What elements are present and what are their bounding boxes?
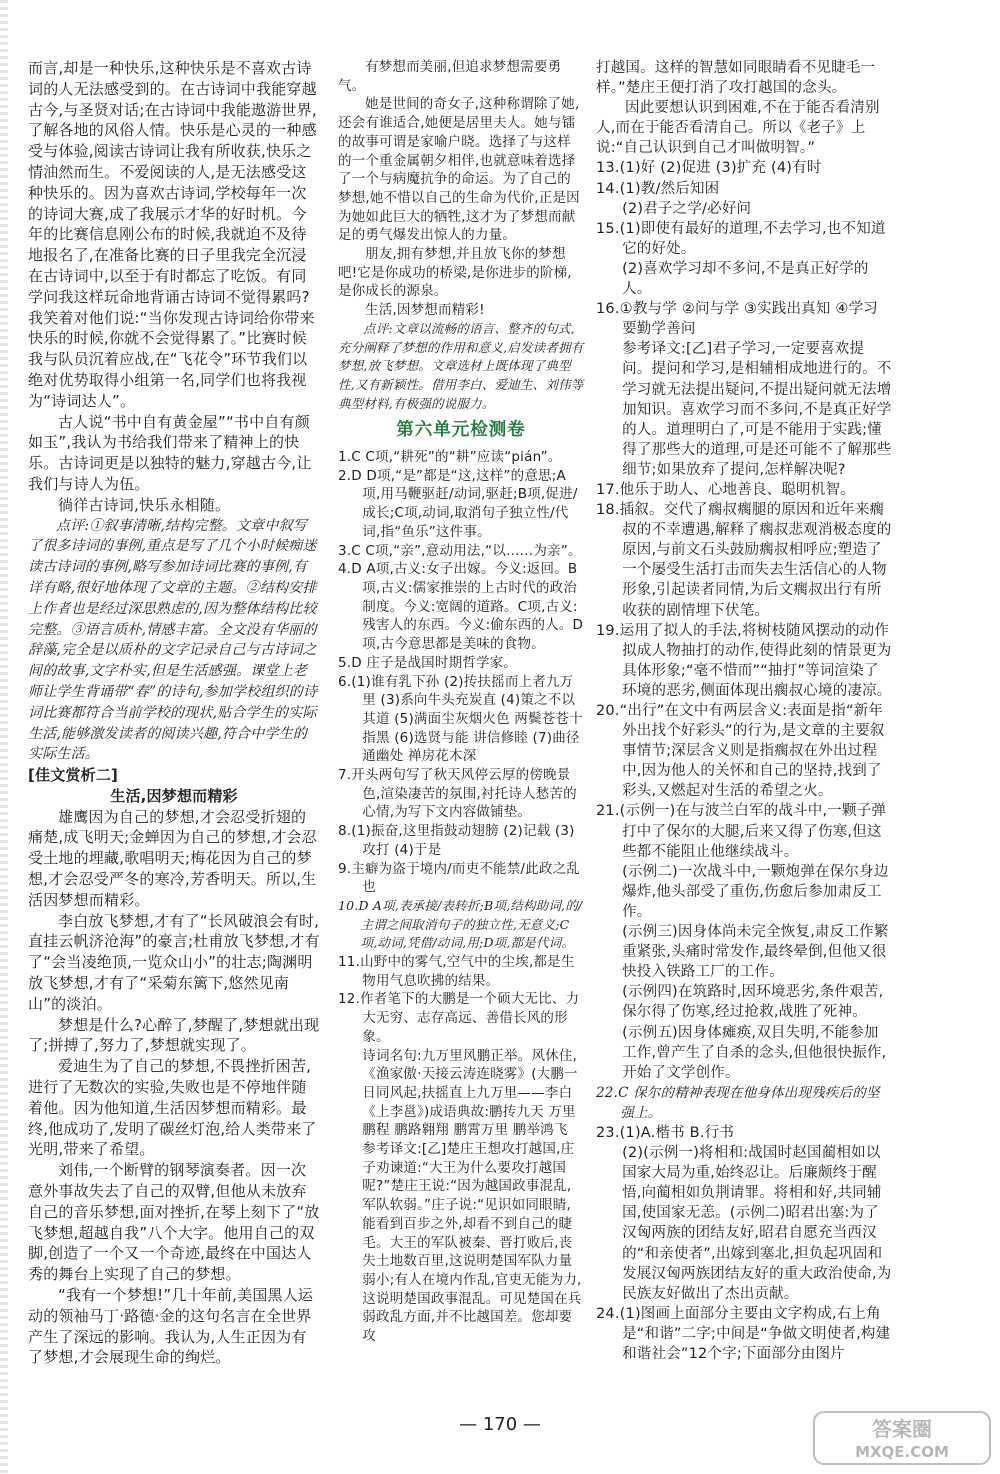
answer-item: 8.(1)振奋,这里指鼓动翅膀 (2)记载 (3)攻打 (4)于是 (338, 823, 575, 858)
translation-text: 因此要想认识到困难,不在于能否看清别人,而在于能否看清自己。所以《老子》上说:“自己认识到自己才叫做明智。” (596, 100, 880, 157)
answer-item: 2.D D项,“是”都是“这,这样”的意思;A项,用马鞭驱赶/动词,驱赶;B项,促进/成长;C项,动词,取消句子独立性/代词,指“鱼乐”这件事。 (338, 467, 578, 540)
essay2-para: 爱迪生为了自己的梦想,不畏挫折困苦,进行了无数次的实验,失败也是不停地伴随着他。因为他知道,生活因梦想而精彩。最终,他成功了,发明了碳丝灯泡,给人类带来了光明,带来了希望。 (28, 1057, 317, 1159)
answer-item: (示例二)一次战斗中,一颗炮弹在保尔身边爆炸,他头部受了重伤,伤愈后参加肃反工作。 (622, 863, 889, 920)
translation-text: 参考译文:[乙]楚庄王想攻打越国,庄子劝谏道:“大王为什么要攻打越国呢?”楚庄王说:“因为越国政事混乱,军队软弱。”庄子说:“见识如同眼睛,能看到百步之外,却看不到自己的睫毛。大王的军队被秦、晋打败后,丧失土地数百里,这说明楚国军队力量弱小;有人在境内作乱,官吏无能为力,这说明楚国政事混乱。可见楚国在兵弱政乱方面,并不比越国差。您却要攻 (362, 1141, 582, 1345)
answer-item: 16.①教与学 ②问与学 ③实践出真知 ④学习要勤学善问 (596, 301, 878, 338)
answer-item: 11.山野中的雾气,空气中的尘埃,都是生物用气息吹拂的结果。 (338, 954, 575, 989)
binding-edge (0, 0, 8, 1474)
answer-item: 1.C C项,“耕死”的“耕”应读“pián”。 (338, 449, 562, 466)
essay2-para: “我有一个梦想!”几十年前,美国黑人运动的领袖马丁·路德·金的这句名言在全世界产生了深远的影响。我认为,人生正因为有了梦想,才会展现生命的绚烂。 (28, 1286, 314, 1367)
watermark-text: 答案圈 (872, 1417, 932, 1441)
essay2-para: 刘伟,一个断臂的钢琴演奏者。因一次意外事故失去了自己的双臂,但他从未放弃自己的音乐梦想,面对挫折,在琴上刻下了“放飞梦想,超越自我”八个大字。他用自己的双脚,创造了一个又一个奇迹,最终在中国达人秀的舞台上实现了自己的梦想。 (28, 1161, 320, 1284)
answer-item: 12.作者笔下的大鹏是一个硕大无比、力大无穷、志存高远、善借长风的形象。 (338, 991, 580, 1045)
answer-item: 6.(1)谁有乳下孙 (2)抟扶摇而上者九万里 (3)系向牛头充炭直 (4)策之不以其道 (5)满面尘灰烟火色 两鬓苍苍十指黑 (6)选贤与能 讲信修睦 (7)曲径通幽处 禅房花木深 (338, 673, 583, 765)
essay2-para: 雄鹰因为自己的梦想,才会忍受折翅的痛楚,成飞明天;金蝉因为自己的梦想,才会忍受土地的埋藏,歌唱明天;梅花因为自己的梦想,才会忍受严冬的寒冷,芳香明天。所以,生活因梦想而精彩。 (28, 807, 317, 909)
answer-item: 诗词名句:九万里风鹏正举。风休住,《渔家傲·天接云涛连晓雾》(大鹏一日同风起,扶摇直上九万里——李白《上李邕》)成语典故:鹏抟九天 万里鹏程 鹏路翱翔 鹏霄万里 鹏举鸿飞 (362, 1047, 578, 1139)
essay2-para: 她是世间的奇女子,这种称谓除了她,还会有谁适合,她便是居里夫人。她与镭的故事可谓是家喻户晓。选择了与这样的一个重金属朝夕相伴,也就意味着选择了一个与病魔抗争的命运。为了自己的梦想,她不惜以自己的生命为代价,正是因为她如此巨大的牺牲,这才为了梦想而献足的勇气爆发出惊人的力量。 (338, 96, 580, 244)
answer-item: 21.(示例一)在与波兰白军的战斗中,一颗子弹打中了保尔的大腿,后来又得了伤寒,但这些都不能阻止他继续战斗。 (596, 803, 887, 860)
answer-item: (示例五)因身体瘫痪,双目失明,不能参加工作,曾产生了自杀的念头,但他很快振作,开始了文学创作。 (622, 1024, 887, 1081)
answer-item: (示例三)因身体尚未完全恢复,肃反工作繁重紧张,头痛时常发作,最终晕倒,但他又很快投入铁路工厂的工作。 (622, 924, 889, 981)
essay1-comment: 点评:①叙事清晰,结构完整。文章中叙写了很多诗词的事例,重点是写了几个小时候痴迷读古诗词的事例,略写参加诗词比赛的事例,有详有略,很好地体现了文章的主题。②结构安排上作者也是经过深思熟虑的,因为整体结构比较完整。③语言质朴,情感丰富。全文没有华丽的辞藻,完全是以质朴的文字记录自己与古诗词之间的故事,文字朴实,但是生活感强。课堂上老师让学生背诵带“春”的诗句,参加学校组织的诗词比赛都符合当前学校的现状,贴合学生的实际生活,能够激发读者的阅读兴趣,符合中学生的实际生活。 (28, 517, 318, 763)
translation-text: 打越国。这样的智慧如同眼睛看不见睫毛一样。”楚庄王便打消了攻打越国的念头。 (596, 60, 876, 97)
column-right (596, 58, 892, 1364)
essay1-para: 古人说“书中自有黄金屋”“书中自有颜如玉”,我认为书给我们带来了精神上的快乐。古诗词更是以独特的魅力,穿越古今,让我们与诗人为伍。 (28, 412, 312, 493)
answer-item: 3.C C项,“亲”,意动用法,“以……为亲”。 (338, 542, 582, 559)
essay2-para: 朋友,拥有梦想,并且放飞你的梦想吧!它是你成功的桥梁,是你进步的阶梯,是你成长的源泉。 (338, 246, 572, 300)
answer-item: 5.D 庄子是战国时期哲学家。 (338, 654, 518, 671)
answer-item: 10.D A项,表承接/表转折;B项,结构助词,的/主谓之间取消句子的独立性,无意义;C项,动词,凭借/动词,用;D项,都是代词。 (338, 897, 583, 951)
answer-item: 20.“出行”在文中有两层含义:表面是指“新年外出找个好彩头”的行为,是文章的主要叙事情节;深层含义则是指瘸叔在外出过程中,因为他人的关怀和自己的坚持,找到了彩头,又燃起对生活的希望之火。 (596, 703, 885, 800)
answer-item: (示例四)在筑路时,因环境恶劣,条件艰苦,保尔得了伤寒,经过抢救,战胜了死神。 (622, 984, 884, 1021)
essay2-para: 李白放飞梦想,才有了“长风破浪会有时,直挂云帆济沧海”的豪言;杜甫放飞梦想,才有了“会当凌绝顶,一览众山小”的壮志;陶渊明放飞梦想,才有了“采菊东篱下,悠然见南山”的淡泊。 (28, 911, 320, 1013)
answer-item: (2)君子之学/必好问 (622, 200, 752, 217)
answer-item: 15.(1)即使有最好的道理,不去学习,也不知道它的好处。 (596, 220, 886, 257)
page-number: — 170 — (459, 1414, 541, 1435)
answer-item: (2)(示例一)将相和:战国时赵国蔺相如以国家大局为重,始终忍让。后廉颇终于醒悟,向蔺相如负荆请罪。将相和好,共同辅国,使国家无恙。(示例二)昭君出塞:为了汉匈两族的团结友好,昭君自愿充当西汉的“和亲使者”,出嫁到塞北,担负起巩固和发展汉匈两族团结友好的重大政治使命,为民族友好做出了杰出贡献。 (622, 1145, 892, 1302)
answer-item: 13.(1)好 (2)促进 (3)扩充 (4)有时 (596, 160, 822, 177)
answer-item: 4.D A项,古义:女子出嫁。今义:返回。B项,古义:儒家推崇的上古时代的政治制度。今义:宽阔的道路。C项,古义:残害人的东西。今义:偷东西的人。D项,古今意思都是美味的食物。 (338, 561, 584, 653)
answer-item: 7.开头两句写了秋天风停云厚的傍晚景色,渲染凄苦的氛围,衬托诗人愁苦的心情,为写下文内容做铺垫。 (338, 767, 577, 821)
answer-item: 22.C 保尔的精神表现在他身体出现残疾后的坚强上。 (596, 1084, 880, 1121)
watermark-url: MXQE.COM (855, 1443, 949, 1461)
answer-item: 24.(1)图画上面部分主要由文字构成,右上角是“和谐”二字;中间是“争做文明使者,构建和谐社会”12个字;下面部分由图片 (596, 1305, 891, 1362)
essay2-para: 生活,因梦想而精彩! (365, 302, 485, 319)
column-middle (338, 58, 584, 1346)
answer-item: 14.(1)教/然后知困 (596, 180, 720, 197)
answer-item: 23.(1)A.楷书 B.行书 (596, 1124, 735, 1141)
answer-item: (2)喜欢学习却不多问,不是真正好学的人。 (622, 260, 869, 298)
column-left (28, 58, 320, 1368)
essay2-para: 有梦想而美丽,但追求梦想需要勇气。 (338, 59, 562, 94)
section-heading: [佳文赏析二] (28, 766, 119, 785)
answer-item: 9.主癖为盗于境内/而吏不能禁/此政之乱也 (338, 860, 580, 896)
answer-item: 18.插叙。交代了瘸叔瘸腿的原因和近年来瘸叔的不幸遭遇,解释了瘸叔悲观消极态度的原因,与前文石头鼓励瘸叔相呼应;塑造了一个屡受生活打击而失去生活信心的人物形象,引起读者同情,为后文瘸叔出行有所收获的剧情埋下伏笔。 (596, 502, 892, 619)
answer-item: 19.运用了拟人的手法,将树枝随风摆动的动作拟成人物抽打的动作,使得此刻的情景更为具体形象;“毫不惜而”“抽打”等词渲染了环境的恶劣,侧面体现出瘸叔心境的凄凉。 (596, 622, 892, 699)
essay2-comment: 点评:文章以流畅的语言、整齐的句式,充分阐释了梦想的作用和意义,启发读者拥有梦想,放飞梦想。文章选材上既体现了典型性,又有新颖性。借用李白、爱迪生、刘伟等典型材料,有极强的说服力。 (338, 320, 584, 411)
essay1-ending: 徜徉古诗词,快乐永相随。 (58, 495, 231, 514)
essay2-para: 梦想是什么?心醉了,梦醒了,梦想就出现了;拼搏了,努力了,梦想就实现了。 (28, 1015, 320, 1055)
essay1-text: 而言,却是一种快乐,这种快乐是不喜欢古诗词的人无法感受到的。在古诗词中我能穿越古今,与圣贤对话;在古诗词中我能遨游世界,了解各地的风俗人情。快乐是心灵的一种感受与体验,阅读古诗词让我有所收获,快乐之情油然而生。不爱阅读的人,是无法感受这种快乐的。因为喜欢古诗词,学校每年一次的诗词大赛,成了我展示才华的好时机。今年的比赛信息刚公布的时候,我就迫不及待地报名了,在准备比赛的日子里我完全沉浸在古诗词中,以至于有时都忘了吃饭。有同学问我这样玩命地背诵古诗词不觉得累吗?我笑着对他们说:“当你发现古诗词给你带来快乐的时候,你就不会觉得累了。”比赛时候我与队员沉着应战,在“飞花令”环节我们以绝对优势取得小组第一名,同学们也将我视为“诗词达人”。 (28, 59, 317, 410)
watermark-logo (812, 1410, 992, 1466)
unit-test-title: 第六单元检测卷 (396, 420, 526, 441)
answer-item: 17.他乐于助人、心地善良、聪明机智。 (596, 481, 855, 498)
essay2-title: 生活,因梦想而精彩 (110, 786, 238, 805)
translation-text: 参考译文:[乙]君子学习,一定要喜欢提问。提问和学习,是相辅相成地进行的。不学习就无法提出疑问,不提出疑问就无法增加知识。喜欢学习而不多问,不是真正好学的人。道理明白了,可是不能用于实践;懂得了那些大的道理,可是还可能不了解那些细节;如果放弃了提问,怎样解决呢? (622, 341, 892, 478)
